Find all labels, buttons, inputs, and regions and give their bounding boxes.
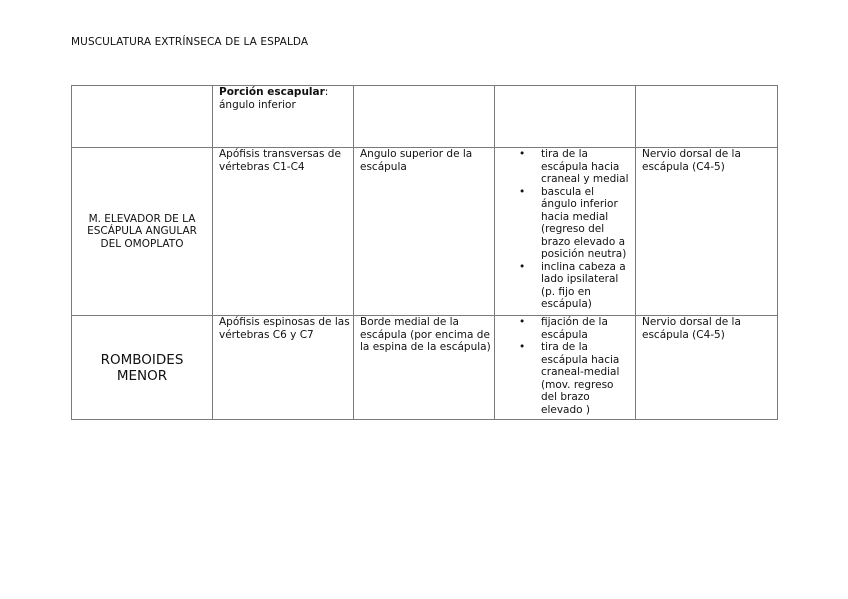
- action-item: • fijación de la escápula: [541, 316, 632, 341]
- action-item: • inclina cabeza a lado ipsilateral (p. fijo en escápula): [541, 261, 632, 311]
- origin-label-bold: Porción escapular: [219, 86, 325, 98]
- page-title: MUSCULATURA EXTRÍNSECA DE LA ESPALDA: [71, 36, 309, 48]
- muscle-name-cell: M. ELEVADOR DE LA ESCÁPULA ANGULAR DEL OMOPLATO: [72, 148, 213, 316]
- table-row: [72, 86, 778, 148]
- origin-cell: [213, 86, 354, 148]
- action-item: • tira de la escápula hacia craneal y medial: [541, 148, 632, 186]
- muscle-name-cell: ROMBOIDES MENOR: [72, 316, 213, 420]
- insertion-cell: [354, 86, 495, 148]
- muscle-table: [71, 85, 778, 420]
- muscle-name-cell: [72, 86, 213, 148]
- actions-list: [501, 316, 632, 416]
- origin-label-colon: :: [324, 86, 329, 98]
- action-item: • bascula el ángulo inferior hacia medial (regreso del brazo elevado a posición neutra): [541, 186, 632, 261]
- insertion-cell: Angulo superior de la escápula: [354, 148, 495, 316]
- origin-text: ángulo inferior: [219, 98, 296, 111]
- actions-cell: [495, 316, 636, 420]
- innervation-cell: Nervio dorsal de la escápula (C4-5): [636, 148, 778, 316]
- innervation-cell: Nervio dorsal de la escápula (C4-5): [636, 316, 778, 420]
- table-row: [72, 316, 778, 420]
- table-row: [72, 148, 778, 316]
- origin-cell: Apófisis transversas de vértebras C1-C4: [213, 148, 354, 316]
- actions-list: [501, 148, 632, 311]
- actions-cell: [495, 86, 636, 148]
- origin-cell: Apófisis espinosas de las vértebras C6 y C7: [213, 316, 354, 420]
- insertion-cell: Borde medial de la escápula (por encima de la espina de la escápula): [354, 316, 495, 420]
- actions-cell: [495, 148, 636, 316]
- innervation-cell: [636, 86, 778, 148]
- action-item: • tira de la escápula hacia craneal-medial (mov. regreso del brazo elevado ): [541, 341, 632, 416]
